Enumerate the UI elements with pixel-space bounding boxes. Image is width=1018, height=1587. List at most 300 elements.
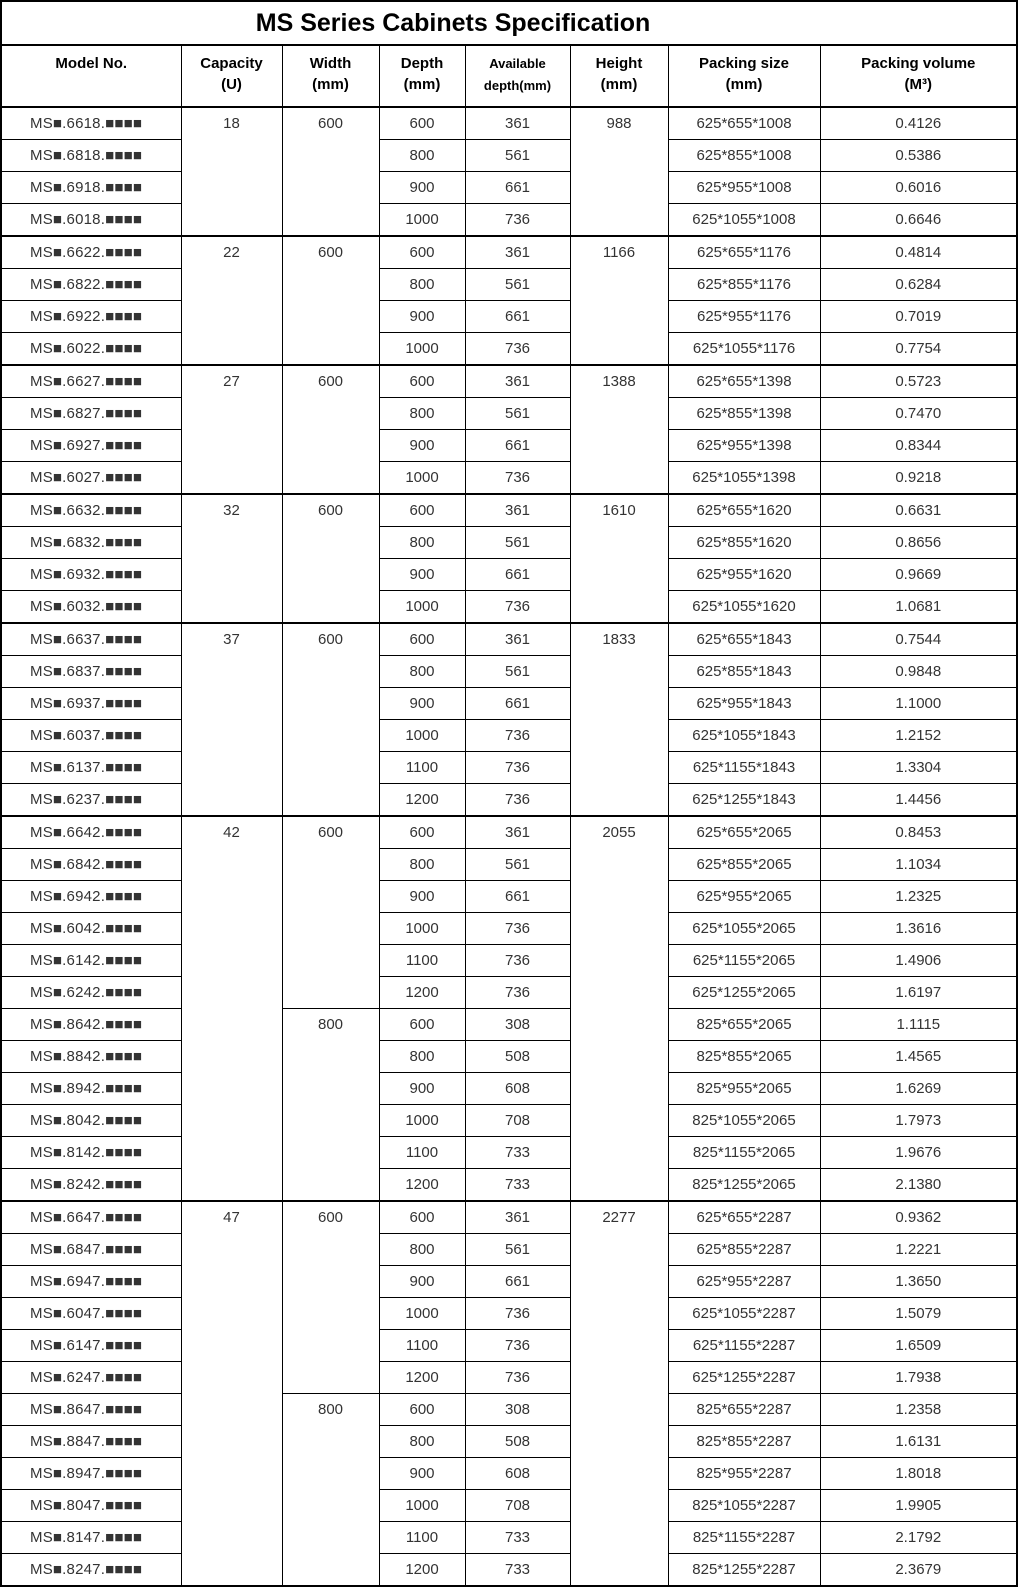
col-header-depth: Depth (mm): [379, 45, 465, 107]
depth-cell: 1100: [379, 1330, 465, 1362]
packing-size-cell: 625*1155*2287: [668, 1330, 820, 1362]
table-row: [1, 236, 1017, 269]
col-header-avail: Available depth(mm): [465, 45, 570, 107]
available-depth-cell: 736: [465, 462, 570, 495]
depth-cell: 900: [379, 1266, 465, 1298]
depth-cell: 800: [379, 849, 465, 881]
table-row: [1, 462, 1017, 495]
packing-volume-cell: 1.1115: [820, 1009, 1017, 1041]
table-row: [1, 881, 1017, 913]
table-row: [1, 1522, 1017, 1554]
depth-cell: 800: [379, 269, 465, 301]
packing-size-cell: 625*855*1843: [668, 656, 820, 688]
packing-size-cell: 825*855*2065: [668, 1041, 820, 1073]
packing-size-cell: 625*1055*1398: [668, 462, 820, 495]
packing-volume-cell: 0.6016: [820, 172, 1017, 204]
table-header: [1, 1, 1017, 107]
packing-size-cell: 625*1055*2287: [668, 1298, 820, 1330]
model-no-cell: MS■.6818.■■■■: [1, 140, 181, 172]
depth-cell: 600: [379, 1009, 465, 1041]
model-no-cell: MS■.8842.■■■■: [1, 1041, 181, 1073]
packing-size-cell: 625*955*1620: [668, 559, 820, 591]
depth-cell: 1200: [379, 784, 465, 817]
available-depth-cell: 736: [465, 752, 570, 784]
col-header-width: Width (mm): [282, 45, 379, 107]
available-depth-cell: 736: [465, 1298, 570, 1330]
packing-size-cell: 625*1055*2065: [668, 913, 820, 945]
available-depth-cell: 736: [465, 333, 570, 366]
table-row: [1, 527, 1017, 559]
model-no-cell: MS■.6827.■■■■: [1, 398, 181, 430]
depth-cell: 600: [379, 1394, 465, 1426]
height-cell: 1388: [570, 365, 668, 494]
table-row: [1, 1426, 1017, 1458]
depth-cell: 900: [379, 430, 465, 462]
packing-size-cell: 625*955*1843: [668, 688, 820, 720]
packing-volume-cell: 0.6284: [820, 269, 1017, 301]
packing-volume-cell: 1.3616: [820, 913, 1017, 945]
table-body: [1, 107, 1017, 1586]
packing-size-cell: 625*955*1008: [668, 172, 820, 204]
packing-volume-cell: 1.7938: [820, 1362, 1017, 1394]
depth-cell: 600: [379, 107, 465, 140]
capacity-cell: 42: [181, 816, 282, 1201]
model-no-cell: MS■.8142.■■■■: [1, 1137, 181, 1169]
height-cell: 1833: [570, 623, 668, 816]
depth-cell: 1000: [379, 591, 465, 624]
width-cell: 800: [282, 1394, 379, 1587]
available-depth-cell: 736: [465, 784, 570, 817]
packing-volume-cell: 1.8018: [820, 1458, 1017, 1490]
packing-volume-cell: 0.7544: [820, 623, 1017, 656]
depth-cell: 600: [379, 365, 465, 398]
packing-volume-cell: 1.3304: [820, 752, 1017, 784]
packing-size-cell: 825*1255*2065: [668, 1169, 820, 1202]
depth-cell: 800: [379, 1426, 465, 1458]
packing-volume-cell: 0.9362: [820, 1201, 1017, 1234]
available-depth-cell: 661: [465, 172, 570, 204]
packing-size-cell: 625*655*1843: [668, 623, 820, 656]
available-depth-cell: 736: [465, 1362, 570, 1394]
table-row: [1, 333, 1017, 366]
packing-size-cell: 825*1055*2065: [668, 1105, 820, 1137]
packing-size-cell: 625*1155*2065: [668, 945, 820, 977]
depth-cell: 1000: [379, 1298, 465, 1330]
table-row: [1, 398, 1017, 430]
height-cell: 2055: [570, 816, 668, 1201]
packing-size-cell: 625*955*2287: [668, 1266, 820, 1298]
model-no-cell: MS■.6137.■■■■: [1, 752, 181, 784]
available-depth-cell: 733: [465, 1137, 570, 1169]
capacity-cell: 18: [181, 107, 282, 236]
available-depth-cell: 736: [465, 1330, 570, 1362]
table-row: [1, 913, 1017, 945]
depth-cell: 600: [379, 1201, 465, 1234]
table-row: [1, 1266, 1017, 1298]
packing-size-cell: 825*655*2287: [668, 1394, 820, 1426]
width-cell: 600: [282, 107, 379, 236]
packing-size-cell: 825*655*2065: [668, 1009, 820, 1041]
packing-size-cell: 625*955*1176: [668, 301, 820, 333]
packing-volume-cell: 2.1380: [820, 1169, 1017, 1202]
model-no-cell: MS■.6247.■■■■: [1, 1362, 181, 1394]
model-no-cell: MS■.8047.■■■■: [1, 1490, 181, 1522]
model-no-cell: MS■.6847.■■■■: [1, 1234, 181, 1266]
available-depth-cell: 308: [465, 1394, 570, 1426]
packing-volume-cell: 0.6631: [820, 494, 1017, 527]
available-depth-cell: 361: [465, 107, 570, 140]
width-cell: 800: [282, 1009, 379, 1202]
model-no-cell: MS■.8042.■■■■: [1, 1105, 181, 1137]
model-no-cell: MS■.6627.■■■■: [1, 365, 181, 398]
depth-cell: 1100: [379, 1522, 465, 1554]
available-depth-cell: 561: [465, 140, 570, 172]
packing-volume-cell: 0.6646: [820, 204, 1017, 237]
packing-size-cell: 625*855*2065: [668, 849, 820, 881]
model-no-cell: MS■.6142.■■■■: [1, 945, 181, 977]
available-depth-cell: 561: [465, 398, 570, 430]
available-depth-cell: 736: [465, 977, 570, 1009]
available-depth-cell: 561: [465, 269, 570, 301]
packing-size-cell: 625*655*2065: [668, 816, 820, 849]
packing-volume-cell: 1.6509: [820, 1330, 1017, 1362]
packing-volume-cell: 0.7019: [820, 301, 1017, 333]
packing-size-cell: 825*855*2287: [668, 1426, 820, 1458]
available-depth-cell: 708: [465, 1490, 570, 1522]
table-row: [1, 656, 1017, 688]
packing-volume-cell: 0.7470: [820, 398, 1017, 430]
packing-size-cell: 625*1055*1008: [668, 204, 820, 237]
packing-volume-cell: 0.5386: [820, 140, 1017, 172]
packing-volume-cell: 0.8656: [820, 527, 1017, 559]
model-no-cell: MS■.6922.■■■■: [1, 301, 181, 333]
model-no-cell: MS■.6918.■■■■: [1, 172, 181, 204]
packing-volume-cell: 0.7754: [820, 333, 1017, 366]
model-no-cell: MS■.6018.■■■■: [1, 204, 181, 237]
depth-cell: 1000: [379, 720, 465, 752]
packing-volume-cell: 1.4906: [820, 945, 1017, 977]
packing-volume-cell: 2.3679: [820, 1554, 1017, 1587]
depth-cell: 1000: [379, 462, 465, 495]
packing-size-cell: 625*955*2065: [668, 881, 820, 913]
available-depth-cell: 361: [465, 816, 570, 849]
table-row: [1, 1298, 1017, 1330]
packing-size-cell: 625*1255*2287: [668, 1362, 820, 1394]
height-cell: 1610: [570, 494, 668, 623]
col-header-model: Model No.: [1, 45, 181, 107]
model-no-cell: MS■.6932.■■■■: [1, 559, 181, 591]
table-row: [1, 945, 1017, 977]
packing-size-cell: 825*955*2287: [668, 1458, 820, 1490]
table-row: [1, 1490, 1017, 1522]
table-row: [1, 172, 1017, 204]
packing-size-cell: 625*655*1176: [668, 236, 820, 269]
col-header-capacity: Capacity (U): [181, 45, 282, 107]
depth-cell: 800: [379, 656, 465, 688]
model-no-cell: MS■.6037.■■■■: [1, 720, 181, 752]
packing-volume-cell: 1.3650: [820, 1266, 1017, 1298]
packing-volume-cell: 1.2152: [820, 720, 1017, 752]
packing-volume-cell: 1.6131: [820, 1426, 1017, 1458]
available-depth-cell: 736: [465, 204, 570, 237]
packing-volume-cell: 0.8453: [820, 816, 1017, 849]
table-row: [1, 1554, 1017, 1587]
packing-size-cell: 625*855*1176: [668, 269, 820, 301]
depth-cell: 1000: [379, 333, 465, 366]
table-row: [1, 140, 1017, 172]
model-no-cell: MS■.8947.■■■■: [1, 1458, 181, 1490]
model-no-cell: MS■.6032.■■■■: [1, 591, 181, 624]
depth-cell: 1200: [379, 1169, 465, 1202]
packing-volume-cell: 1.2325: [820, 881, 1017, 913]
table-row: [1, 1041, 1017, 1073]
model-no-cell: MS■.8647.■■■■: [1, 1394, 181, 1426]
width-cell: 600: [282, 365, 379, 494]
packing-size-cell: 625*1155*1843: [668, 752, 820, 784]
table-row: [1, 1169, 1017, 1202]
depth-cell: 1100: [379, 945, 465, 977]
depth-cell: 600: [379, 236, 465, 269]
table-row: [1, 591, 1017, 624]
depth-cell: 900: [379, 1073, 465, 1105]
available-depth-cell: 733: [465, 1522, 570, 1554]
depth-cell: 1200: [379, 1362, 465, 1394]
packing-volume-cell: 1.9905: [820, 1490, 1017, 1522]
depth-cell: 900: [379, 172, 465, 204]
packing-volume-cell: 0.9218: [820, 462, 1017, 495]
table-row: [1, 1234, 1017, 1266]
table-row: [1, 1105, 1017, 1137]
available-depth-cell: 736: [465, 945, 570, 977]
packing-size-cell: 825*1155*2065: [668, 1137, 820, 1169]
available-depth-cell: 661: [465, 559, 570, 591]
available-depth-cell: 561: [465, 849, 570, 881]
depth-cell: 1000: [379, 913, 465, 945]
table-row: [1, 816, 1017, 849]
packing-volume-cell: 1.6197: [820, 977, 1017, 1009]
available-depth-cell: 736: [465, 591, 570, 624]
model-no-cell: MS■.6042.■■■■: [1, 913, 181, 945]
table-row: [1, 494, 1017, 527]
packing-volume-cell: 1.4565: [820, 1041, 1017, 1073]
table-row: [1, 977, 1017, 1009]
available-depth-cell: 508: [465, 1041, 570, 1073]
model-no-cell: MS■.6027.■■■■: [1, 462, 181, 495]
packing-size-cell: 825*1055*2287: [668, 1490, 820, 1522]
packing-volume-cell: 1.9676: [820, 1137, 1017, 1169]
depth-cell: 900: [379, 688, 465, 720]
depth-cell: 800: [379, 1041, 465, 1073]
table-row: [1, 752, 1017, 784]
available-depth-cell: 608: [465, 1073, 570, 1105]
model-no-cell: MS■.8942.■■■■: [1, 1073, 181, 1105]
depth-cell: 800: [379, 1234, 465, 1266]
depth-cell: 600: [379, 494, 465, 527]
table-row: [1, 1137, 1017, 1169]
depth-cell: 1100: [379, 1137, 465, 1169]
available-depth-cell: 736: [465, 720, 570, 752]
packing-size-cell: 625*1255*2065: [668, 977, 820, 1009]
depth-cell: 800: [379, 398, 465, 430]
model-no-cell: MS■.6242.■■■■: [1, 977, 181, 1009]
table-row: [1, 559, 1017, 591]
packing-size-cell: 625*1055*1843: [668, 720, 820, 752]
packing-size-cell: 625*855*1398: [668, 398, 820, 430]
depth-cell: 1000: [379, 1490, 465, 1522]
model-no-cell: MS■.6837.■■■■: [1, 656, 181, 688]
depth-cell: 900: [379, 881, 465, 913]
packing-volume-cell: 0.4126: [820, 107, 1017, 140]
table-row: [1, 204, 1017, 237]
packing-volume-cell: 0.9848: [820, 656, 1017, 688]
packing-size-cell: 625*855*2287: [668, 1234, 820, 1266]
packing-size-cell: 625*855*1008: [668, 140, 820, 172]
table-row: [1, 1201, 1017, 1234]
depth-cell: 1000: [379, 204, 465, 237]
packing-size-cell: 625*655*1008: [668, 107, 820, 140]
table-row: [1, 784, 1017, 817]
packing-size-cell: 625*1255*1843: [668, 784, 820, 817]
available-depth-cell: 661: [465, 881, 570, 913]
model-no-cell: MS■.6632.■■■■: [1, 494, 181, 527]
col-header-height: Height (mm): [570, 45, 668, 107]
height-cell: 1166: [570, 236, 668, 365]
available-depth-cell: 561: [465, 656, 570, 688]
available-depth-cell: 508: [465, 1426, 570, 1458]
table-row: [1, 430, 1017, 462]
depth-cell: 600: [379, 623, 465, 656]
height-cell: 2277: [570, 1201, 668, 1586]
table-row: [1, 1394, 1017, 1426]
depth-cell: 800: [379, 527, 465, 559]
packing-size-cell: 625*1055*1620: [668, 591, 820, 624]
model-no-cell: MS■.8247.■■■■: [1, 1554, 181, 1587]
packing-volume-cell: 1.6269: [820, 1073, 1017, 1105]
column-header-row: [1, 45, 1017, 107]
model-no-cell: MS■.6642.■■■■: [1, 816, 181, 849]
depth-cell: 1200: [379, 1554, 465, 1587]
packing-volume-cell: 0.9669: [820, 559, 1017, 591]
depth-cell: 1000: [379, 1105, 465, 1137]
packing-size-cell: 825*1155*2287: [668, 1522, 820, 1554]
packing-volume-cell: 1.1000: [820, 688, 1017, 720]
available-depth-cell: 561: [465, 527, 570, 559]
depth-cell: 800: [379, 140, 465, 172]
available-depth-cell: 361: [465, 236, 570, 269]
available-depth-cell: 361: [465, 623, 570, 656]
available-depth-cell: 308: [465, 1009, 570, 1041]
available-depth-cell: 661: [465, 1266, 570, 1298]
model-no-cell: MS■.6022.■■■■: [1, 333, 181, 366]
table-row: [1, 849, 1017, 881]
packing-size-cell: 625*655*1398: [668, 365, 820, 398]
model-no-cell: MS■.6822.■■■■: [1, 269, 181, 301]
available-depth-cell: 608: [465, 1458, 570, 1490]
packing-volume-cell: 0.4814: [820, 236, 1017, 269]
model-no-cell: MS■.8642.■■■■: [1, 1009, 181, 1041]
model-no-cell: MS■.6618.■■■■: [1, 107, 181, 140]
available-depth-cell: 661: [465, 301, 570, 333]
model-no-cell: MS■.6937.■■■■: [1, 688, 181, 720]
available-depth-cell: 361: [465, 494, 570, 527]
packing-size-cell: 625*855*1620: [668, 527, 820, 559]
model-no-cell: MS■.6927.■■■■: [1, 430, 181, 462]
table-row: [1, 365, 1017, 398]
height-cell: 988: [570, 107, 668, 236]
table-row: [1, 1073, 1017, 1105]
packing-size-cell: 625*655*1620: [668, 494, 820, 527]
width-cell: 600: [282, 494, 379, 623]
model-no-cell: MS■.6832.■■■■: [1, 527, 181, 559]
col-header-packing: Packing size (mm): [668, 45, 820, 107]
capacity-cell: 47: [181, 1201, 282, 1586]
packing-volume-cell: 0.5723: [820, 365, 1017, 398]
available-depth-cell: 733: [465, 1169, 570, 1202]
table-row: [1, 1009, 1017, 1041]
packing-size-cell: 625*655*2287: [668, 1201, 820, 1234]
packing-volume-cell: 1.2221: [820, 1234, 1017, 1266]
packing-volume-cell: 1.4456: [820, 784, 1017, 817]
width-cell: 600: [282, 816, 379, 1009]
capacity-cell: 32: [181, 494, 282, 623]
packing-volume-cell: 1.5079: [820, 1298, 1017, 1330]
packing-size-cell: 825*1255*2287: [668, 1554, 820, 1587]
packing-volume-cell: 1.0681: [820, 591, 1017, 624]
available-depth-cell: 736: [465, 913, 570, 945]
title-row: [1, 1, 1017, 45]
packing-volume-cell: 0.8344: [820, 430, 1017, 462]
available-depth-cell: 733: [465, 1554, 570, 1587]
capacity-cell: 27: [181, 365, 282, 494]
table-row: [1, 107, 1017, 140]
model-no-cell: MS■.6947.■■■■: [1, 1266, 181, 1298]
table-row: [1, 301, 1017, 333]
available-depth-cell: 661: [465, 688, 570, 720]
model-no-cell: MS■.8242.■■■■: [1, 1169, 181, 1202]
model-no-cell: MS■.8147.■■■■: [1, 1522, 181, 1554]
model-no-cell: MS■.6622.■■■■: [1, 236, 181, 269]
table-row: [1, 623, 1017, 656]
table-row: [1, 720, 1017, 752]
packing-volume-cell: 1.7973: [820, 1105, 1017, 1137]
model-no-cell: MS■.8847.■■■■: [1, 1426, 181, 1458]
available-depth-cell: 661: [465, 430, 570, 462]
available-depth-cell: 361: [465, 1201, 570, 1234]
model-no-cell: MS■.6942.■■■■: [1, 881, 181, 913]
model-no-cell: MS■.6637.■■■■: [1, 623, 181, 656]
depth-cell: 900: [379, 559, 465, 591]
model-no-cell: MS■.6237.■■■■: [1, 784, 181, 817]
capacity-cell: 37: [181, 623, 282, 816]
col-header-volume: Packing volume (M³): [820, 45, 1017, 107]
capacity-cell: 22: [181, 236, 282, 365]
packing-size-cell: 825*955*2065: [668, 1073, 820, 1105]
table-row: [1, 269, 1017, 301]
available-depth-cell: 361: [465, 365, 570, 398]
depth-cell: 900: [379, 301, 465, 333]
model-no-cell: MS■.6147.■■■■: [1, 1330, 181, 1362]
width-cell: 600: [282, 623, 379, 816]
depth-cell: 600: [379, 816, 465, 849]
table-row: [1, 1330, 1017, 1362]
table-row: [1, 1362, 1017, 1394]
depth-cell: 900: [379, 1458, 465, 1490]
page-title: MS Series Cabinets Specification: [255, 9, 651, 37]
depth-cell: 1200: [379, 977, 465, 1009]
model-no-cell: MS■.6047.■■■■: [1, 1298, 181, 1330]
width-cell: 600: [282, 1201, 379, 1394]
model-no-cell: MS■.6647.■■■■: [1, 1201, 181, 1234]
